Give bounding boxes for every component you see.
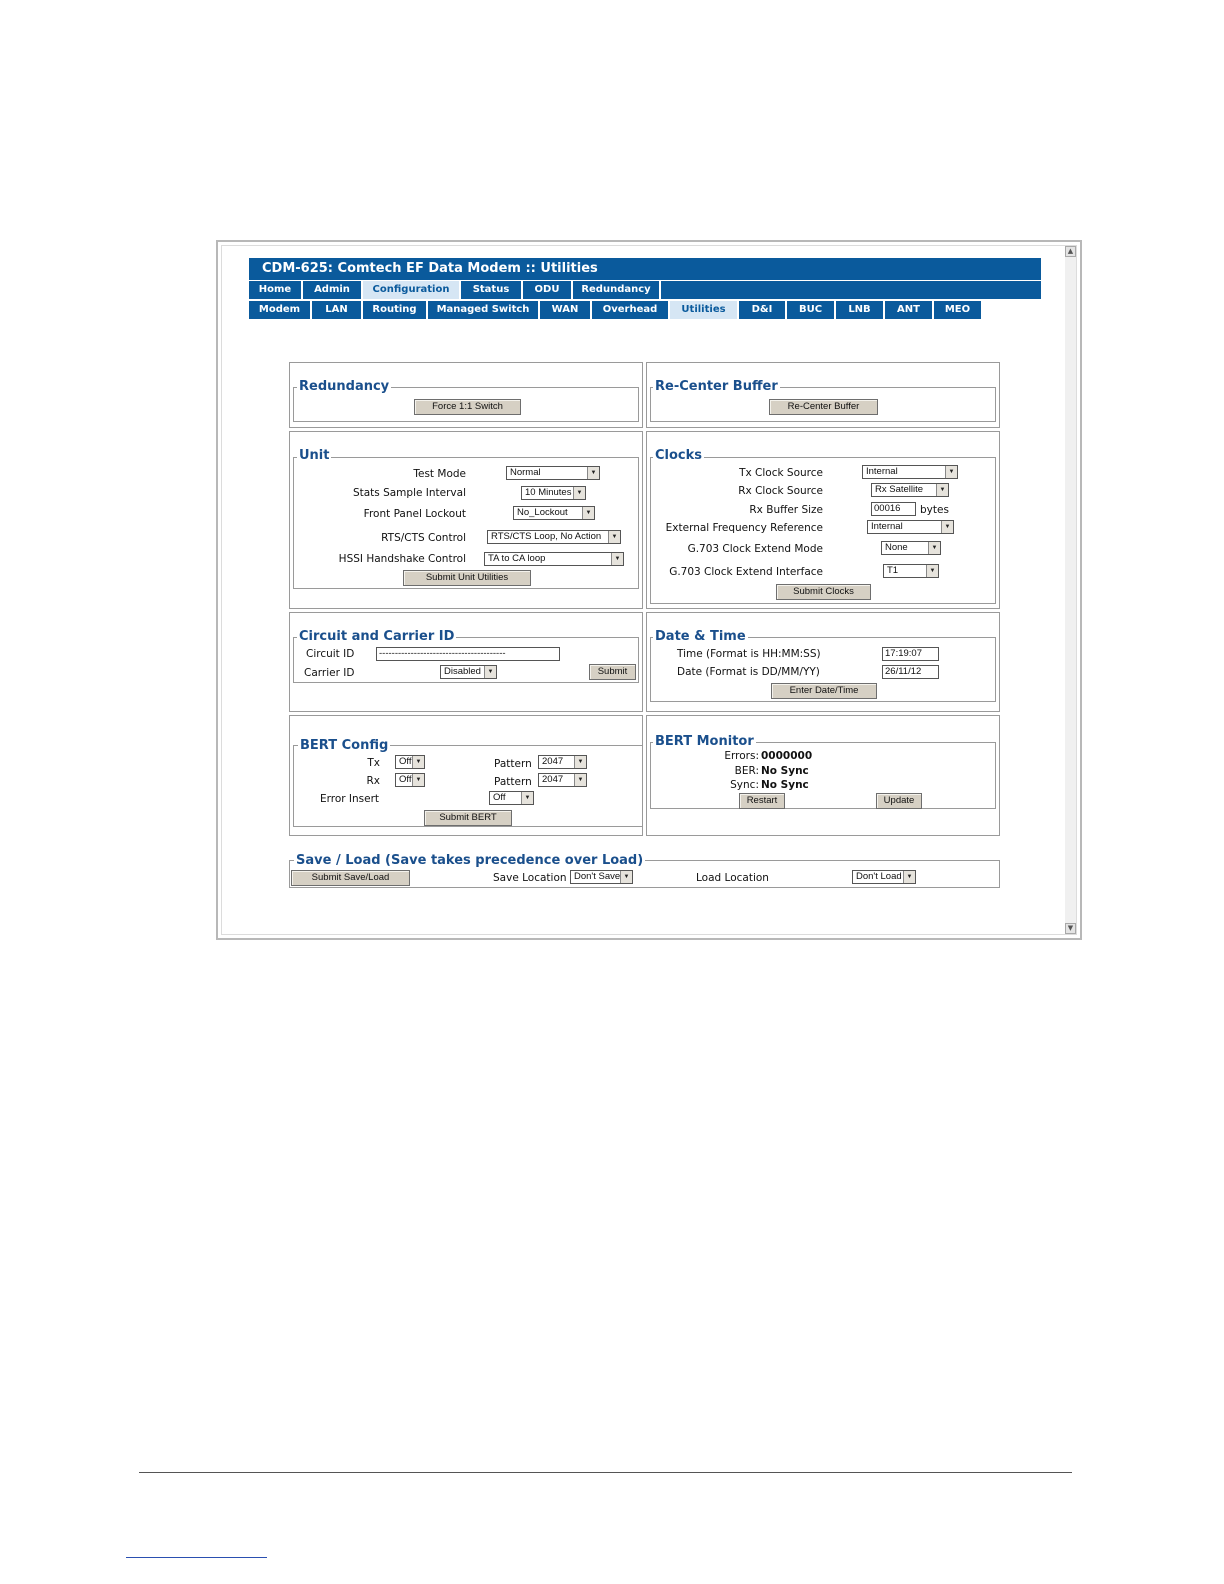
dropdown-arrow-icon: ▼: [412, 774, 424, 786]
force-switch-button[interactable]: Force 1:1 Switch: [414, 399, 521, 415]
circuit-panel: [289, 612, 643, 712]
test-mode-select[interactable]: [506, 466, 600, 480]
g703-interface-value: T1: [887, 565, 899, 576]
restart-button[interactable]: Restart: [739, 793, 785, 809]
tab-routing[interactable]: Routing: [363, 301, 428, 319]
hssi-label: HSSI Handshake Control: [338, 553, 466, 565]
submit-clocks-button[interactable]: Submit Clocks: [776, 584, 871, 600]
unit-panel: [289, 431, 643, 609]
datetime-legend: Date & Time: [655, 629, 746, 644]
g703-interface-select[interactable]: [883, 564, 939, 578]
fp-lockout-label: Front Panel Lockout: [363, 508, 466, 520]
submit-save-load-button[interactable]: Submit Save/Load: [291, 870, 410, 886]
tx-pattern-value: 2047: [542, 756, 564, 767]
bert-tx-select[interactable]: [395, 755, 425, 769]
dropdown-arrow-icon: ▼: [936, 484, 948, 496]
saveload-legend: Save / Load (Save takes precedence over Load): [296, 853, 644, 868]
footer-divider: [139, 1472, 1072, 1473]
dropdown-arrow-icon: ▼: [926, 565, 938, 577]
dropdown-arrow-icon: ▼: [582, 507, 594, 519]
tab-managed-switch[interactable]: Managed Switch: [428, 301, 540, 319]
rx-clock-select[interactable]: [871, 483, 949, 497]
redundancy-legend: Redundancy: [299, 379, 390, 394]
ber-label: BER:: [734, 765, 759, 777]
g703-mode-label: G.703 Clock Extend Mode: [687, 543, 823, 555]
dropdown-arrow-icon: ▼: [903, 871, 915, 883]
dropdown-arrow-icon: ▼: [928, 542, 940, 554]
dropdown-arrow-icon: ▼: [521, 792, 533, 804]
bert-config-legend: BERT Config: [300, 738, 389, 753]
sync-value: No Sync: [761, 779, 809, 791]
ext-freq-ref-value: Internal: [871, 521, 903, 532]
rx-clock-label: Rx Clock Source: [738, 485, 823, 497]
update-button[interactable]: Update: [876, 793, 922, 809]
dropdown-arrow-icon: ▼: [574, 756, 586, 768]
bert-config-panel: [289, 715, 643, 836]
rx-pattern-select[interactable]: [538, 773, 587, 787]
ber-value: No Sync: [761, 765, 809, 777]
tab-admin[interactable]: Admin: [303, 281, 363, 299]
circuit-legend: Circuit and Carrier ID: [299, 629, 455, 644]
dropdown-arrow-icon: ▼: [484, 666, 496, 678]
stats-interval-label: Stats Sample Interval: [352, 487, 466, 499]
dropdown-arrow-icon: ▼: [573, 487, 585, 499]
save-location-value: Don't Save: [574, 871, 621, 882]
tab-lan[interactable]: LAN: [312, 301, 363, 319]
dropdown-arrow-icon: ▼: [608, 531, 620, 543]
bert-tx-label: Tx: [367, 757, 380, 769]
rx-clock-value: Rx Satellite: [875, 484, 924, 495]
tx-clock-select[interactable]: [862, 465, 958, 479]
carrier-id-value: Disabled: [444, 666, 481, 677]
unit-legend: Unit: [299, 448, 330, 463]
fp-lockout-value: No_Lockout: [517, 507, 568, 518]
datetime-panel: [646, 612, 1000, 712]
g703-mode-value: None: [885, 542, 908, 553]
recenter-panel: [646, 362, 1000, 428]
circuit-id-label: Circuit ID: [306, 648, 355, 660]
tab-buc[interactable]: BUC: [787, 301, 836, 319]
dropdown-arrow-icon: ▼: [587, 467, 599, 479]
recenter-buffer-button[interactable]: Re-Center Buffer: [769, 399, 878, 415]
rts-cts-value: RTS/CTS Loop, No Action: [491, 531, 602, 542]
tab-meo[interactable]: MEO: [934, 301, 983, 319]
fp-lockout-select[interactable]: [513, 506, 595, 520]
rx-buffer-input[interactable]: 00016: [871, 502, 916, 516]
footer-underline: [126, 1557, 267, 1558]
test-mode-value: Normal: [510, 467, 541, 478]
rx-pattern-value: 2047: [542, 774, 564, 785]
rts-cts-label: RTS/CTS Control: [381, 532, 466, 544]
ext-freq-ref-select[interactable]: [867, 520, 954, 534]
bert-monitor-panel: [646, 715, 1000, 836]
dropdown-arrow-icon: ▼: [574, 774, 586, 786]
errors-label: Errors:: [724, 750, 759, 762]
time-input[interactable]: 17:19:07: [882, 647, 939, 661]
primary-nav: [249, 281, 1041, 299]
redundancy-panel: [289, 362, 643, 428]
clocks-legend: Clocks: [655, 448, 703, 463]
submit-bert-button[interactable]: Submit BERT: [424, 810, 512, 826]
tab-odu[interactable]: ODU: [523, 281, 573, 299]
carrier-id-label: Carrier ID: [304, 667, 355, 679]
tx-pattern-select[interactable]: [538, 755, 587, 769]
rx-buffer-unit: bytes: [920, 504, 949, 516]
tab-overhead[interactable]: Overhead: [592, 301, 670, 319]
tab-redundancy[interactable]: Redundancy: [573, 281, 661, 299]
test-mode-label: Test Mode: [413, 468, 466, 480]
tx-clock-label: Tx Clock Source: [739, 467, 823, 479]
error-insert-select[interactable]: [489, 791, 534, 805]
scroll-down-arrow-icon[interactable]: ▼: [1065, 923, 1076, 934]
g703-interface-label: G.703 Clock Extend Interface: [669, 566, 823, 578]
tab-modem[interactable]: Modem: [249, 301, 312, 319]
rts-cts-select[interactable]: [487, 530, 621, 544]
tab-home[interactable]: Home: [249, 281, 303, 299]
bert-rx-select[interactable]: [395, 773, 425, 787]
tab-wan[interactable]: WAN: [540, 301, 592, 319]
dropdown-arrow-icon: ▼: [412, 756, 424, 768]
stats-interval-select[interactable]: [521, 486, 586, 500]
bert-monitor-legend: BERT Monitor: [655, 734, 754, 749]
load-location-label: Load Location: [696, 872, 769, 884]
submit-circuit-button[interactable]: Submit: [589, 664, 636, 680]
rx-buffer-label: Rx Buffer Size: [749, 504, 823, 516]
dropdown-arrow-icon: ▼: [620, 871, 632, 883]
errors-value: 0000000: [761, 750, 813, 762]
clocks-panel: [646, 431, 1000, 609]
ext-freq-ref-label: External Frequency Reference: [665, 522, 823, 534]
bert-tx-value: Off: [399, 756, 412, 767]
recenter-legend: Re-Center Buffer: [655, 379, 778, 394]
error-insert-value: Off: [493, 792, 506, 803]
enter-date-time-button[interactable]: Enter Date/Time: [771, 683, 877, 699]
carrier-id-select[interactable]: [440, 665, 497, 679]
rx-pattern-label: Pattern: [494, 776, 532, 788]
error-insert-label: Error Insert: [320, 793, 380, 805]
tx-pattern-label: Pattern: [494, 758, 532, 770]
time-label: Time (Format is HH:MM:SS): [677, 648, 821, 660]
scroll-up-arrow-icon[interactable]: ▲: [1065, 246, 1076, 257]
sync-label: Sync:: [730, 779, 759, 791]
tab-lnb[interactable]: LNB: [836, 301, 885, 319]
dropdown-arrow-icon: ▼: [945, 466, 957, 478]
date-input[interactable]: 26/11/12: [882, 665, 939, 679]
save-location-label: Save Location: [493, 872, 567, 884]
bert-rx-label: Rx: [366, 775, 380, 787]
stats-interval-value: 10 Minutes: [525, 487, 572, 498]
date-label: Date (Format is DD/MM/YY): [677, 666, 820, 678]
load-location-value: Don't Load: [856, 871, 902, 882]
hssi-value: TA to CA loop: [488, 553, 546, 564]
page-title: CDM-625: Comtech EF Data Modem :: Utilities: [249, 258, 1041, 280]
vertical-scrollbar[interactable]: [1065, 246, 1076, 934]
save-location-select[interactable]: [570, 870, 633, 884]
tab-utilities[interactable]: Utilities: [670, 301, 739, 319]
tx-clock-value: Internal: [866, 466, 898, 477]
tab-d-and-i[interactable]: D&I: [739, 301, 787, 319]
dropdown-arrow-icon: ▼: [611, 553, 623, 565]
tab-status[interactable]: Status: [461, 281, 523, 299]
dropdown-arrow-icon: ▼: [941, 521, 953, 533]
circuit-id-input[interactable]: ----------------------------------------: [376, 647, 560, 661]
submit-unit-utilities-button[interactable]: Submit Unit Utilities: [403, 570, 531, 586]
load-location-select[interactable]: [852, 870, 916, 884]
hssi-select[interactable]: [484, 552, 624, 566]
g703-mode-select[interactable]: [881, 541, 941, 555]
tab-configuration[interactable]: Configuration: [363, 281, 461, 299]
bert-rx-value: Off: [399, 774, 412, 785]
tab-ant[interactable]: ANT: [885, 301, 934, 319]
